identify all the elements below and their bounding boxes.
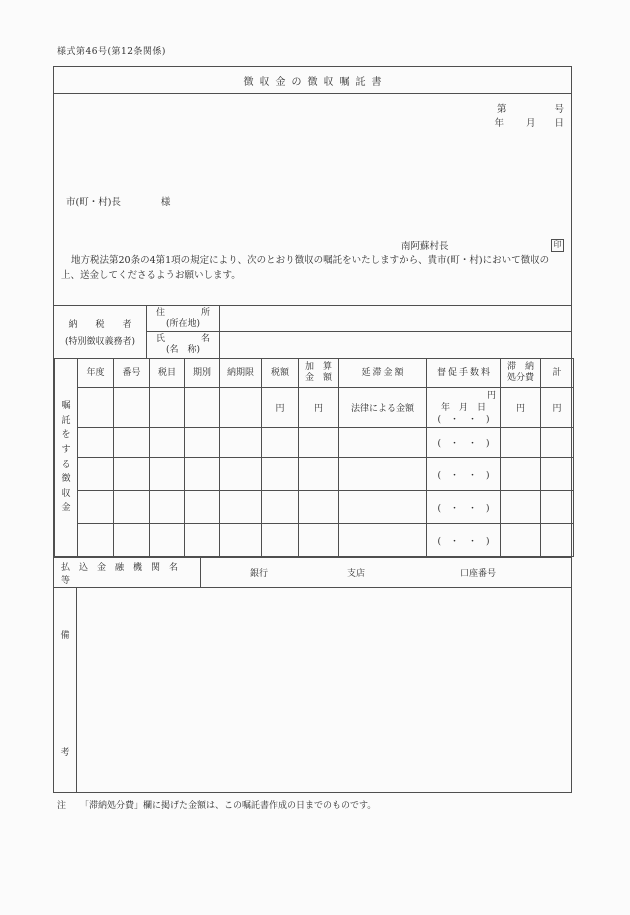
table-cell — [185, 524, 220, 557]
table-cell — [114, 388, 150, 428]
table-row — [55, 428, 574, 458]
demand-fee-date-label: 年 月 日 — [440, 402, 486, 413]
collection-table — [54, 358, 574, 557]
table-cell — [501, 458, 541, 491]
table-cell — [299, 524, 339, 557]
table-cell — [339, 458, 427, 491]
table-cell — [262, 491, 299, 524]
table-cell — [220, 388, 262, 428]
bank-row — [54, 557, 571, 587]
col-header-number: 番号 — [114, 359, 150, 388]
table-cell — [185, 428, 220, 458]
seal-stamp-icon: 印 — [551, 239, 564, 252]
addressee-honorific: 様 — [160, 197, 171, 208]
table-row — [55, 458, 574, 491]
doc-no-prefix: 第 — [496, 104, 507, 115]
table-cell — [185, 458, 220, 491]
table-cell — [185, 491, 220, 524]
table-cell — [78, 491, 114, 524]
taxpayer-sublabel: (特別徴収義務者) — [64, 337, 136, 347]
table-cell — [541, 428, 574, 458]
table-cell — [501, 428, 541, 458]
doc-no-suffix: 号 — [554, 104, 564, 115]
body-paragraph — [61, 254, 567, 283]
table-cell — [262, 524, 299, 557]
date-month-label: 月 — [525, 118, 536, 129]
col-header-year: 年度 — [78, 359, 114, 388]
table-cell — [78, 388, 114, 428]
table-cell — [541, 458, 574, 491]
remarks-value-cell — [77, 588, 571, 792]
table-row — [55, 524, 574, 557]
table-sidebar-caption — [55, 359, 78, 557]
table-cell — [220, 491, 262, 524]
table-cell — [185, 388, 220, 428]
demand-fee-date-paren: ( ・ ・ ) — [427, 524, 501, 557]
late-amount-note-cell: 法律による金額 — [339, 388, 427, 428]
table-cell — [114, 458, 150, 491]
col-header-disposition — [501, 359, 541, 388]
bank-name-label: 銀行 — [250, 569, 269, 579]
remarks-label-cell — [54, 588, 77, 792]
table-cell — [339, 428, 427, 458]
demand-fee-date-paren: ( ・ ・ ) — [427, 491, 501, 524]
col-header-demand-fee: 督促手数料 — [427, 359, 501, 388]
sender-name: 南阿蘇村長 — [401, 241, 449, 252]
footnote-prefix: 注 — [57, 801, 67, 811]
table-cell — [220, 458, 262, 491]
account-number-label: 口座番号 — [460, 569, 497, 579]
table-cell — [150, 428, 185, 458]
name-sublabel: (名 称) — [165, 345, 201, 355]
tax-amount-unit-cell: 円 — [262, 388, 299, 428]
bank-fields — [201, 558, 571, 587]
name-label: 氏 名 — [155, 334, 210, 344]
demand-fee-date-paren: ( ・ ・ ) — [437, 414, 490, 425]
footnote-text: 「滞納処分費」欄に掲げた金額は、この嘱託書作成の日までのものです。 — [80, 801, 377, 811]
table-cell — [150, 491, 185, 524]
sidebar-vertical-label: 嘱 託 を す る 徴 収 金 — [61, 401, 71, 514]
doc-number-date-block — [494, 103, 564, 131]
table-cell — [78, 458, 114, 491]
col-header-tax-amount: 税額 — [262, 359, 299, 388]
date-day-label: 日 — [554, 118, 564, 129]
table-cell — [114, 428, 150, 458]
body-line-2: 上、送金してくださるようお願いします。 — [61, 269, 241, 281]
table-cell — [220, 524, 262, 557]
table-row — [55, 388, 574, 428]
col-header-due-date: 納期限 — [220, 359, 262, 388]
disposition-line2: 処分費 — [506, 373, 534, 383]
demand-fee-unit: 円 — [486, 390, 496, 401]
upper-section — [54, 94, 571, 305]
body-line-1: 地方税法第20条の4第1項の規定により、次のとおり徴収の嘱託をいたしますから、貴市(町・村)において徴収の — [71, 255, 550, 266]
table-cell — [150, 388, 185, 428]
footnote — [57, 798, 376, 811]
table-cell — [262, 458, 299, 491]
taxpayer-section — [54, 305, 571, 358]
table-header-row — [55, 359, 574, 388]
form-title: 徴収金の徴収嘱託書 — [54, 67, 571, 94]
table-cell — [299, 458, 339, 491]
table-cell — [114, 491, 150, 524]
col-header-period: 期別 — [185, 359, 220, 388]
table-cell — [339, 524, 427, 557]
surcharge-unit-cell: 円 — [299, 388, 339, 428]
bank-section-label: 払込金融機関名等 — [54, 558, 201, 587]
name-value-cell — [220, 332, 571, 358]
taxpayer-label: 納 税 者 — [68, 320, 132, 330]
form-number-label: 様式第46号(第12条関係) — [57, 47, 166, 57]
table-row — [55, 491, 574, 524]
table-cell — [541, 491, 574, 524]
table-cell — [78, 428, 114, 458]
sender-line — [401, 238, 564, 252]
address-value-cell — [220, 306, 571, 332]
address-label: 住 所 — [155, 307, 210, 318]
table-cell — [150, 458, 185, 491]
table-cell — [78, 524, 114, 557]
table-cell — [299, 428, 339, 458]
doc-number-line — [494, 103, 564, 117]
date-year-label: 年 — [494, 118, 504, 129]
col-header-total: 計 — [541, 359, 574, 388]
disposition-unit-cell: 円 — [501, 388, 541, 428]
addressee-line — [66, 194, 170, 208]
disposition-line1: 滞 納 — [506, 362, 534, 372]
remarks-section — [54, 587, 571, 792]
surcharge-line1: 加 算 — [304, 362, 332, 372]
table-cell — [501, 524, 541, 557]
table-cell — [501, 491, 541, 524]
surcharge-line2: 金 額 — [304, 373, 332, 383]
branch-label: 支店 — [347, 569, 366, 579]
doc-date-line — [494, 117, 564, 131]
taxpayer-label-cell — [54, 306, 147, 358]
demand-fee-cell — [427, 388, 501, 428]
addressee-title: 市(町・村)長 — [66, 197, 121, 208]
table-cell — [114, 524, 150, 557]
address-label-cell — [147, 306, 220, 332]
name-label-cell — [147, 332, 220, 358]
demand-fee-date-paren: ( ・ ・ ) — [427, 458, 501, 491]
table-cell — [299, 491, 339, 524]
table-cell — [339, 491, 427, 524]
remarks-char-top: 備 — [60, 631, 70, 641]
remarks-char-bottom: 考 — [60, 748, 70, 758]
table-cell — [262, 428, 299, 458]
col-header-late-amount: 延滞金額 — [339, 359, 427, 388]
demand-fee-date-paren: ( ・ ・ ) — [427, 428, 501, 458]
table-cell — [220, 428, 262, 458]
col-header-tax-item: 税目 — [150, 359, 185, 388]
address-sublabel: (所在地) — [165, 318, 201, 329]
table-cell — [150, 524, 185, 557]
table-cell — [541, 524, 574, 557]
form-box — [53, 66, 572, 793]
total-unit-cell: 円 — [541, 388, 574, 428]
col-header-surcharge — [299, 359, 339, 388]
